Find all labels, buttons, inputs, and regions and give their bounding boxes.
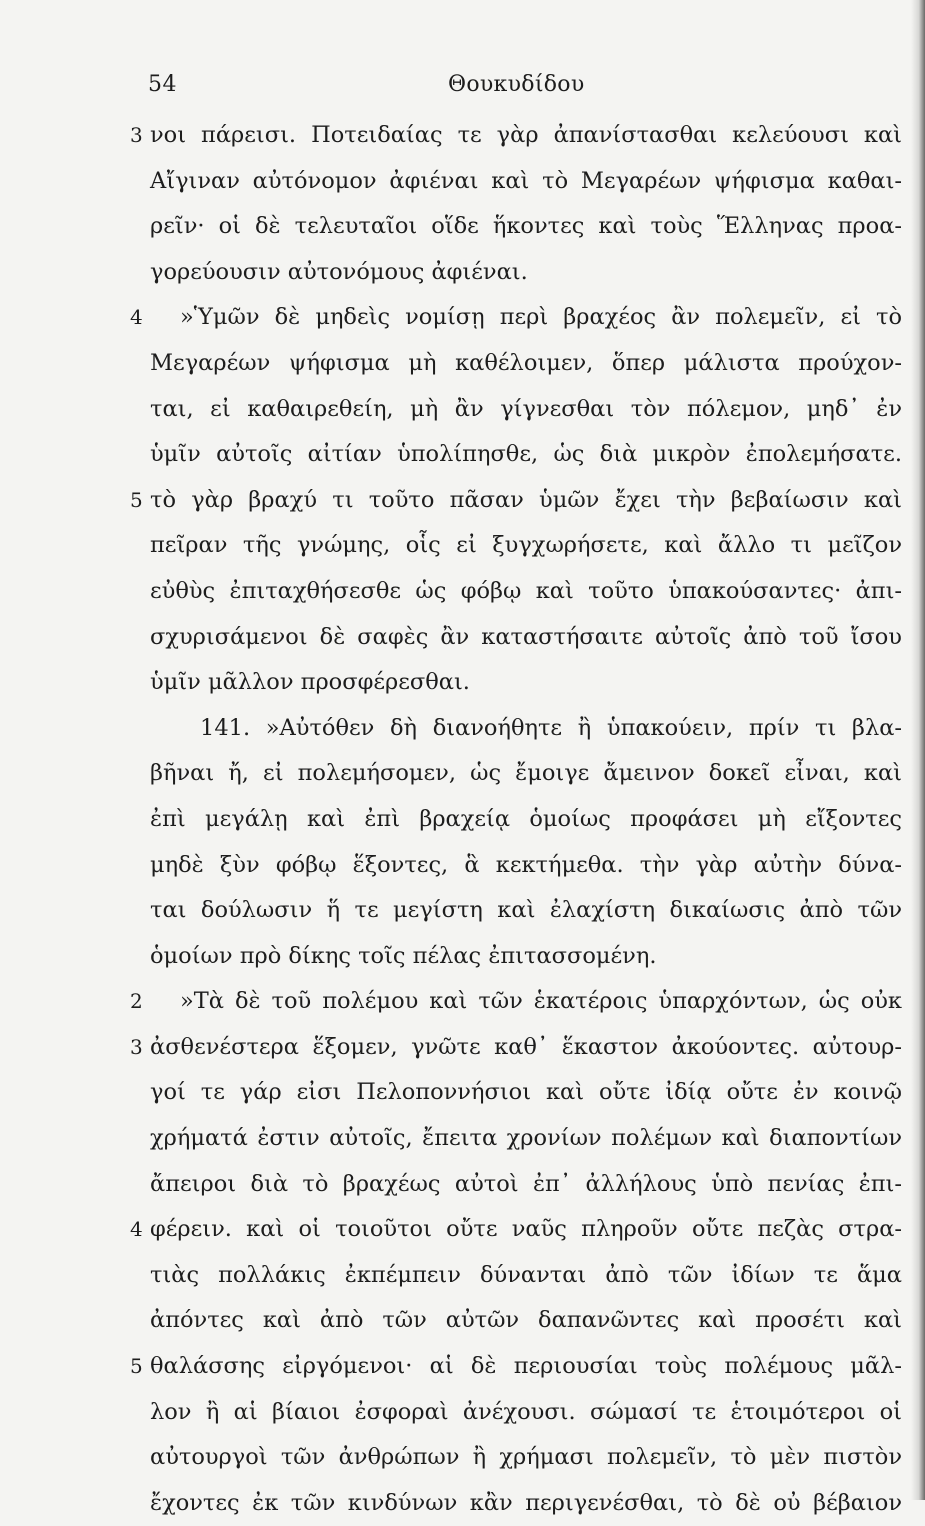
text-line — [0, 341, 925, 387]
text-line — [0, 1253, 925, 1299]
text-line — [0, 979, 925, 1025]
text-line — [0, 113, 925, 159]
text-line — [0, 797, 925, 843]
line-text: αὐτουργοὶ τῶν ἀνθρώπων ἢ χρήμασι πολεμεῖν, τὸ μὲν πιστὸν — [150, 1444, 902, 1471]
line-text: φέρειν. καὶ οἱ τοιοῦτοι οὔτε ναῦς πληροῦν οὔτε πεζὰς στρα- — [150, 1216, 902, 1243]
line-text: ται δούλωσιν ἥ τε μεγίστη καὶ ἐλαχίστη δικαίωσις ἀπὸ τῶν — [150, 897, 902, 924]
body-text — [0, 113, 925, 1526]
text-line — [0, 1298, 925, 1344]
line-text: βῆναι ἤ, εἰ πολεμήσομεν, ὡς ἔμοιγε ἄμεινον δοκεῖ εἶναι, καὶ — [150, 760, 902, 787]
text-line — [0, 706, 925, 752]
section-number: 3 — [130, 1034, 143, 1059]
text-line — [0, 387, 925, 433]
line-text: χρήματά ἐστιν αὐτοῖς, ἔπειτα χρονίων πολέμων καὶ διαποντίων — [150, 1125, 902, 1152]
line-text: θαλάσσης εἰργόμενοι· αἱ δὲ περιουσίαι τοὺς πολέμους μᾶλ- — [150, 1353, 902, 1380]
line-text: ἔχοντες ἐκ τῶν κινδύνων κἂν περιγενέσθαι, τὸ δὲ οὐ βέβαιον — [150, 1489, 902, 1516]
line-text: ἄπειροι διὰ τὸ βραχέως αὐτοὶ ἐπ᾽ ἀλλήλους ὑπὸ πενίας ἐπι- — [150, 1170, 902, 1197]
text-line — [0, 843, 925, 889]
line-text: ὑμῖν αὐτοῖς αἰτίαν ὑπολίπησθε, ὡς διὰ μικρὸν ἐπολεμήσατε. — [150, 441, 902, 468]
text-line — [0, 159, 925, 205]
chapter-start-line: 141. »Αὐτόθεν δὴ διανοήθητε ἢ ὑπακούειν, πρίν τι βλα- — [200, 714, 902, 741]
line-text: Αἴγιναν αὐτόνομον ἀφιέναι καὶ τὸ Μεγαρέων ψήφισμα καθαι- — [150, 167, 902, 194]
text-line — [0, 1390, 925, 1436]
text-line — [0, 295, 925, 341]
line-text: ἐπὶ μεγάλῃ καὶ ἐπὶ βραχείᾳ ὁμοίως προφάσει μὴ εἴξοντες — [150, 805, 902, 832]
text-line — [0, 934, 925, 980]
section-number: 5 — [130, 1354, 143, 1379]
line-text: ται, εἰ καθαιρεθείη, μὴ ἂν γίγνεσθαι τὸν πόλεμον, μηδ᾽ ἐν — [150, 395, 902, 422]
text-line — [0, 204, 925, 250]
line-text: πεῖραν τῆς γνώμης, οἷς εἰ ξυγχωρήσετε, καὶ ἄλλο τι μεῖζον — [150, 532, 902, 559]
line-text: »Ὑμῶν δὲ μηδεὶς νομίσῃ περὶ βραχέος ἂν πολεμεῖν, εἰ τὸ — [180, 304, 902, 331]
text-line — [0, 1481, 925, 1526]
text-line — [0, 615, 925, 661]
text-line — [0, 1207, 925, 1253]
line-text: ὁμοίων πρὸ δίκης τοῖς πέλας ἐπιτασσομένη. — [150, 942, 657, 969]
section-number: 4 — [130, 305, 143, 330]
text-line — [0, 1344, 925, 1390]
line-text: γοί τε γάρ εἰσι Πελοποννήσιοι καὶ οὔτε ἰδίᾳ οὔτε ἐν κοινῷ — [150, 1079, 902, 1106]
text-line — [0, 478, 925, 524]
text-line — [0, 569, 925, 615]
line-text: νοι πάρεισι. Ποτειδαίας τε γὰρ ἀπανίστασθαι κελεύουσι καὶ — [150, 122, 902, 148]
text-line — [0, 523, 925, 569]
text-line — [0, 1435, 925, 1481]
text-line — [0, 660, 925, 706]
text-line — [0, 751, 925, 797]
line-text: τιὰς πολλάκις ἐκπέμπειν δύνανται ἀπὸ τῶν ἰδίων τε ἅμα — [150, 1261, 902, 1288]
line-text: ρεῖν· οἱ δὲ τελευταῖοι οἵδε ἥκοντες καὶ τοὺς Ἕλληνας προα- — [150, 213, 902, 240]
section-number: 3 — [130, 123, 143, 147]
line-text: λον ἢ αἱ βίαιοι ἐσφοραὶ ἀνέχουσι. σώμασί τε ἑτοιμότεροι οἱ — [150, 1398, 902, 1425]
line-text: »Τὰ δὲ τοῦ πολέμου καὶ τῶν ἑκατέροις ὑπαρχόντων, ὡς οὐκ — [180, 988, 902, 1015]
line-text: ἀσθενέστερα ἕξομεν, γνῶτε καθ᾽ ἕκαστον ἀκούοντες. αὐτουρ- — [150, 1033, 902, 1060]
text-line — [0, 432, 925, 478]
line-text: σχυρισάμενοι δὲ σαφὲς ἂν καταστήσαιτε αὐτοῖς ἀπὸ τοῦ ἴσου — [150, 623, 902, 650]
page-header — [148, 72, 858, 112]
line-text: Μεγαρέων ψήφισμα μὴ καθέλοιμεν, ὅπερ μάλιστα προύχον- — [150, 349, 902, 376]
line-text: μηδὲ ξὺν φόβῳ ἕξοντες, ἃ κεκτήμεθα. τὴν γὰρ αὐτὴν δύνα- — [150, 851, 902, 878]
section-number: 5 — [130, 487, 143, 512]
text-line — [0, 250, 925, 296]
text-line — [0, 888, 925, 934]
text-line — [0, 1070, 925, 1116]
section-number: 4 — [130, 1217, 143, 1242]
running-title: Θουκυδίδου — [448, 72, 585, 97]
page-number: 54 — [148, 72, 177, 97]
text-line — [0, 1162, 925, 1208]
line-text: ἀπόντες καὶ ἀπὸ τῶν αὐτῶν δαπανῶντες καὶ προσέτι καὶ — [150, 1307, 902, 1334]
section-number: 2 — [130, 989, 143, 1014]
line-text: τὸ γὰρ βραχύ τι τοῦτο πᾶσαν ὑμῶν ἔχει τὴν βεβαίωσιν καὶ — [150, 486, 902, 513]
text-line — [0, 1025, 925, 1071]
line-text: εὐθὺς ἐπιταχθήσεσθε ὡς φόβῳ καὶ τοῦτο ὑπακούσαντες· ἀπι- — [150, 577, 902, 604]
line-text: γορεύουσιν αὐτονόμους ἀφιέναι. — [150, 258, 528, 285]
line-text: ὑμῖν μᾶλλον προσφέρεσθαι. — [150, 669, 470, 696]
text-line — [0, 1116, 925, 1162]
